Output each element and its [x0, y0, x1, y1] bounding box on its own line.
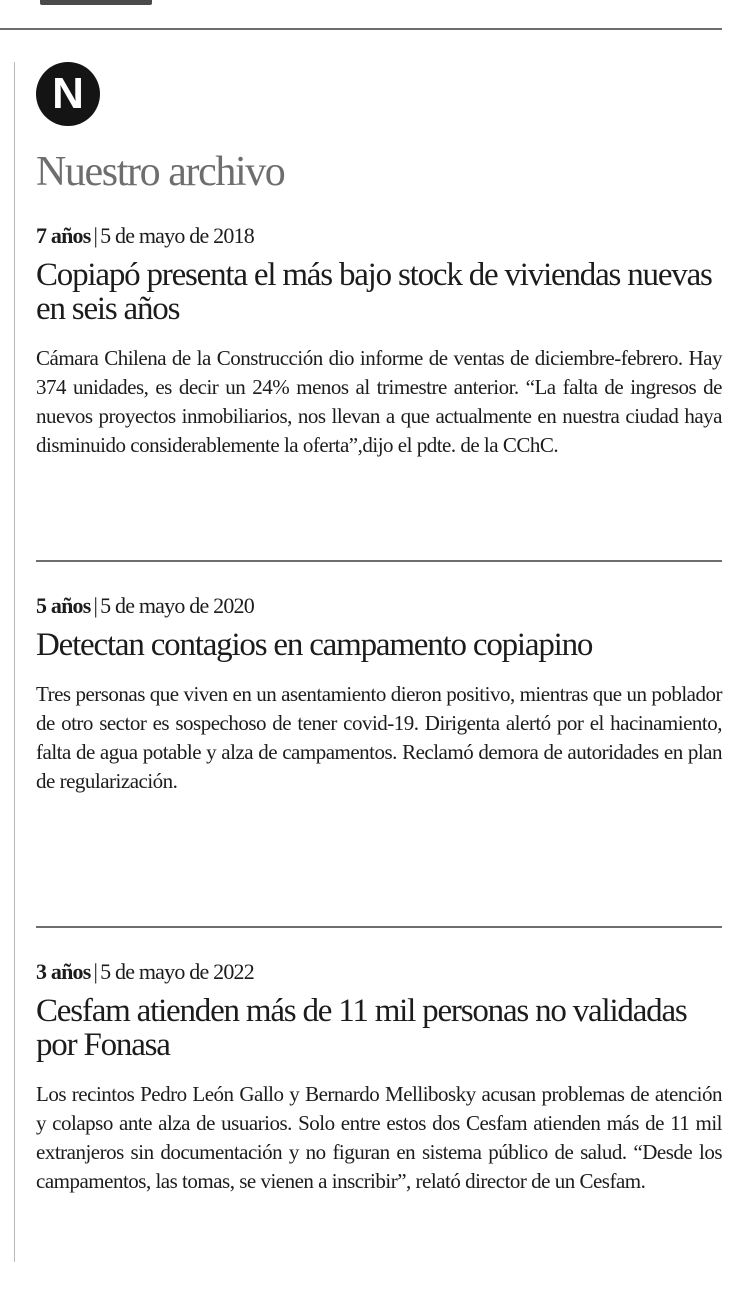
- top-divider: [0, 28, 722, 30]
- item-headline: Cesfam atienden más de 11 mil personas no validadas por Fonasa: [36, 993, 687, 1063]
- newspaper-logo-icon: N: [36, 62, 100, 126]
- previous-article-fragment: [40, 0, 152, 5]
- item-body: Tres personas que viven en un asentamiento dieron positivo, mientras que un poblador de otro sector es sospechoso de tener covid-19. Dirigenta alertó por el hacinamiento, falta de agua potable y alza de campamentos. Reclamó demora de autoridades en plan de regularización.: [36, 682, 722, 793]
- item-date: 5 de mayo de 2022: [100, 959, 254, 984]
- item-meta: [36, 592, 722, 620]
- archive-item-2020: [36, 592, 722, 796]
- item-date: 5 de mayo de 2018: [100, 223, 254, 248]
- item-body: Cámara Chilena de la Construcción dio informe de ventas de diciembre-febrero. Hay 374 unidades, es decir un 24% menos al trimestre anterior. “La falta de ingresos de nuevos proyectos inmobiliarios, nos llevan a que actualmente en nuestra ciudad haya disminuido considerablemente la oferta”,dijo el pdte. de la CChC.: [36, 346, 722, 457]
- item-divider: [36, 926, 722, 928]
- meta-separator: |: [93, 959, 98, 984]
- item-meta: [36, 222, 722, 250]
- archive-item-2018: [36, 222, 722, 460]
- item-headline: Detectan contagios en campamento copiapino: [36, 627, 593, 663]
- years-ago: 3 años: [36, 959, 91, 984]
- years-ago: 5 años: [36, 593, 91, 618]
- meta-separator: |: [93, 593, 98, 618]
- section-title: Nuestro archivo: [36, 149, 285, 195]
- years-ago: 7 años: [36, 223, 91, 248]
- item-meta: [36, 958, 722, 986]
- item-headline: Copiapó presenta el más bajo stock de viviendas nuevas en seis años: [36, 257, 712, 327]
- column-rule: [14, 62, 15, 1262]
- item-body: Los recintos Pedro León Gallo y Bernardo Mellibosky acusan problemas de atención y colapso ante alza de usuarios. Solo entre estos dos Cesfam atienden más de 11 mil extranjeros sin documentación y no figuran en sistema público de salud. “Desde los campamentos, las tomas, se vienen a inscribir”, relató director de un Cesfam.: [36, 1082, 722, 1193]
- archive-item-2022: [36, 958, 722, 1196]
- meta-separator: |: [93, 223, 98, 248]
- item-date: 5 de mayo de 2020: [100, 593, 254, 618]
- item-divider: [36, 560, 722, 562]
